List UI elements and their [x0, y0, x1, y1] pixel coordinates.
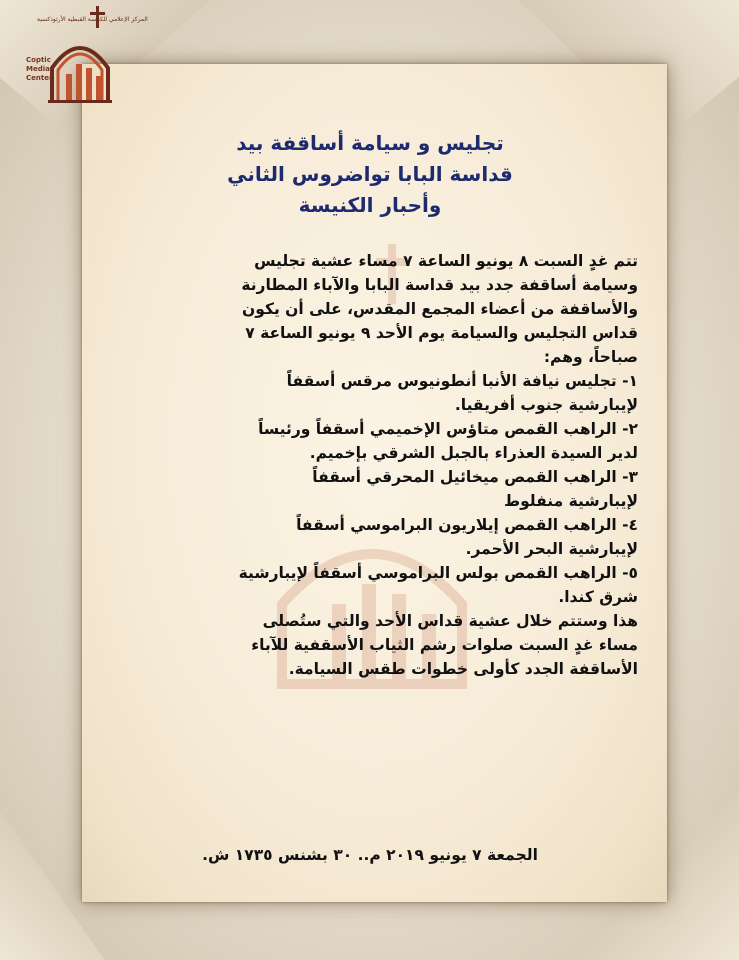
- footer-date: الجمعة ٧ يونيو ٢٠١٩ م.. ٣٠ بشنس ١٧٣٥ ش.: [202, 846, 538, 864]
- title-line: تجليس و سيامة أساقفة بيد: [236, 131, 504, 155]
- body-line: صباحاً، وهم:: [543, 348, 638, 366]
- title-line: قداسة البابا تواضروس الثاني: [227, 162, 513, 186]
- body-line: ٣- الراهب القمص ميخائيل المحرقي أسقفاً: [312, 468, 638, 486]
- announcement-title: [110, 128, 630, 221]
- body-line: ٢- الراهب القمص متاؤس الإخميمي أسقفاً ورئيساً: [258, 420, 638, 438]
- title-line: وأحبار الكنيسة: [298, 193, 442, 217]
- body-line: والأساقفة من أعضاء المجمع المقدس، على أن يكون: [242, 300, 638, 318]
- body-line: وسيامة أساقفة جدد بيد قداسة البابا والآباء المطارنة: [241, 276, 638, 294]
- body-line: لإيبارشية البحر الأحمر.: [465, 540, 638, 558]
- body-line: ٤- الراهب القمص إيلاريون البراموسي أسقفاً: [296, 516, 638, 534]
- body-line: شرق كندا.: [558, 588, 638, 606]
- logo-caption-line: Center: [26, 74, 53, 82]
- body-line: لإيبارشية جنوب أفريقيا.: [454, 396, 638, 414]
- announcement-body: [118, 249, 638, 681]
- body-line: ٥- الراهب القمص بولس البراموسي أسقفاً لإيبارشية: [238, 564, 638, 582]
- body-line: لدير السيدة العذراء بالجبل الشرقي بإخميم.: [309, 444, 638, 462]
- body-line: ١- تجليس نيافة الأنبا أنطونيوس مرقس أسقفاً: [286, 372, 638, 390]
- coptic-media-center-logo: [8, 4, 148, 104]
- body-line: مساء غدٍ السبت صلوات رشم الثياب الأسقفية للآباء: [251, 636, 638, 654]
- logo-caption-line: Coptic: [26, 56, 51, 64]
- body-line: لإيبارشية منفلوط: [503, 492, 638, 510]
- body-line: الأساقفة الجدد كأولى خطوات طقس السيامة.: [288, 660, 638, 678]
- logo-caption: [26, 56, 52, 83]
- body-line: هذا وستتم خلال عشية قداس الأحد والتي ستُصلى: [262, 612, 638, 630]
- logo-org-name: المركز الإعلامي للكنيسة القبطية الأرثوذكسية: [37, 16, 148, 23]
- body-line: قداس التجليس والسيامة يوم الأحد ٩ يونيو الساعة ٧: [245, 324, 638, 342]
- logo-caption-line: Media: [26, 65, 50, 73]
- body-line: تتم غدٍ السبت ٨ يونيو الساعة ٧ مساء عشية تجليس: [254, 252, 638, 270]
